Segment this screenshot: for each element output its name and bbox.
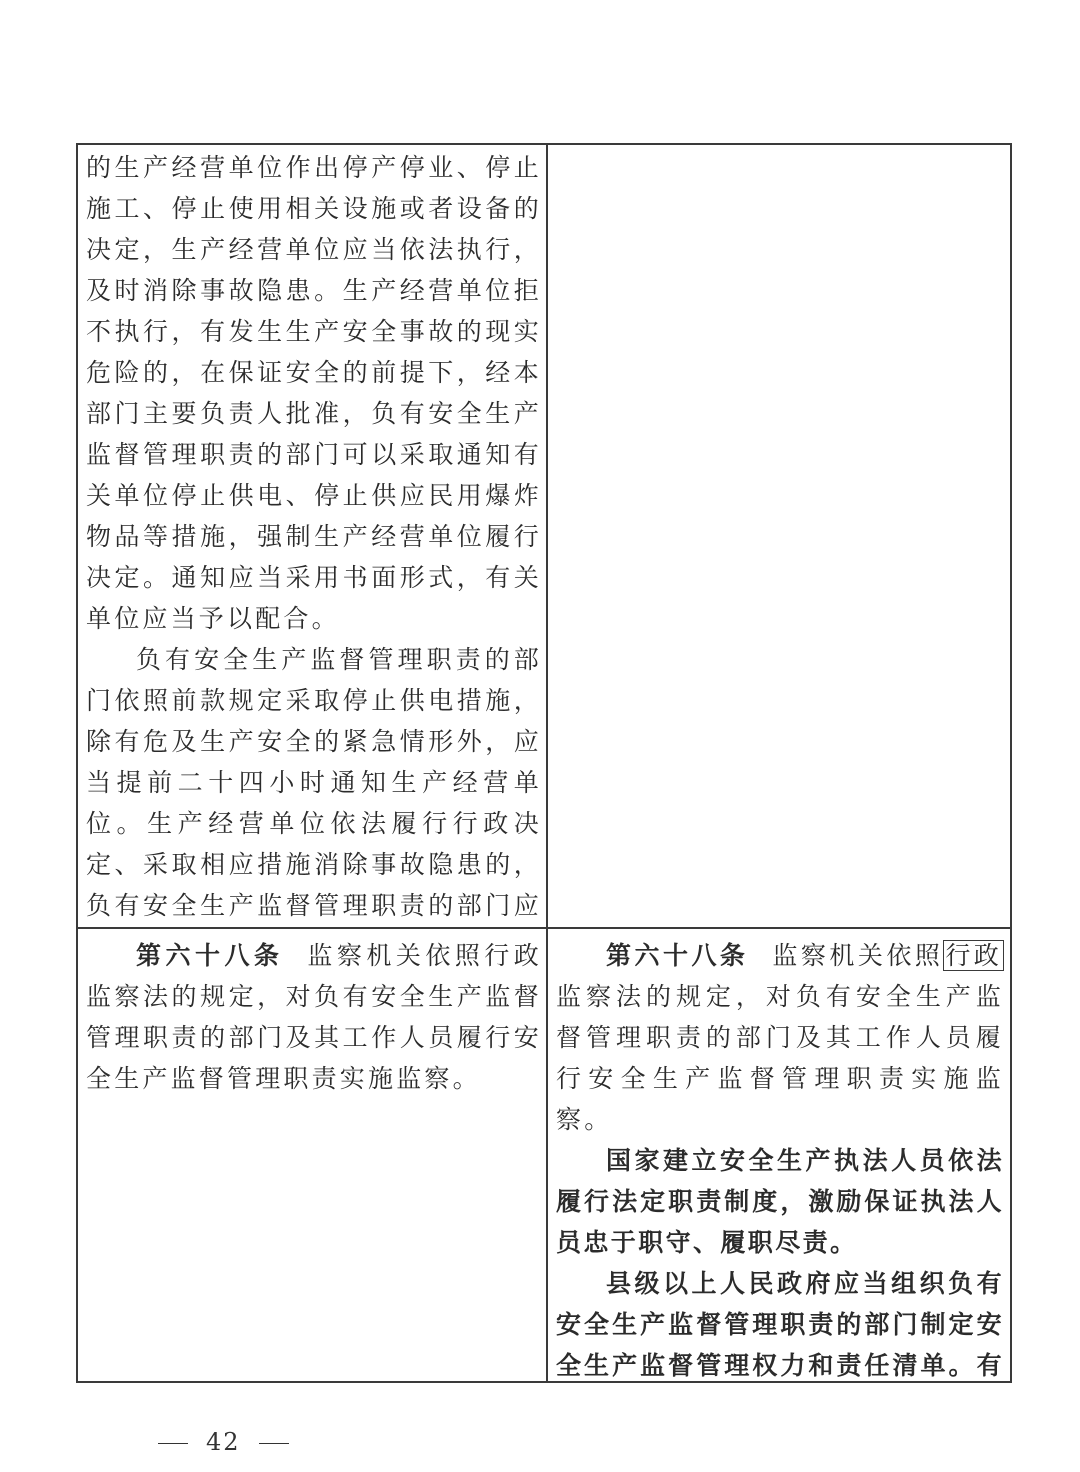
table-row-divider xyxy=(76,927,1012,929)
article-68-old xyxy=(86,935,542,1099)
table-column-divider xyxy=(546,143,548,1383)
page-number xyxy=(140,1428,307,1456)
article-text-after: 监察法的规定，对负有安全生产监督管理职责的部门及其工作人员履行安全生产监督管理职责实施监察。 xyxy=(556,982,1004,1134)
deleted-text-box: 行政 xyxy=(945,941,1002,970)
added-paragraph-enforcement: 国家建立安全生产执法人员依法履行法定职责制度，激励保证执法人员忠于职守、履职尽责。 xyxy=(556,1146,1004,1257)
article-number: 第六十八条 xyxy=(606,941,749,970)
paragraph-continuation: 的生产经营单位作出停产停业、停止施工、停止使用相关设施或者设备的决定，生产经营单位应当依法执行，及时消除事故隐患。生产经营单位拒不执行，有发生生产安全事故的现实危险的，在保证安全的前提下，经本部门主要负责人批准，负有安全生产监督管理职责的部门可以采取通知有关单位停止供电、停止供应民用爆炸物品等措施，强制生产经营单位履行决定。通知应当采用书面形式，有关单位应当予以配合。 xyxy=(86,153,542,633)
article-text: 监察机关依照行政监察法的规定，对负有安全生产监督管理职责的部门及其工作人员履行安全生产监督管理职责实施监察。 xyxy=(86,941,542,1093)
article-text-before: 监察机关依照 xyxy=(772,941,944,970)
page-number-value: 42 xyxy=(206,1428,241,1456)
cell-bottom-right xyxy=(556,935,1004,1379)
article-number: 第六十八条 xyxy=(136,941,284,970)
page-dash-left xyxy=(158,1443,188,1445)
page-dash-right xyxy=(259,1443,289,1445)
added-paragraph-responsibility-list: 县级以上人民政府应当组织负有安全生产监督管理职责的部门制定安全生产监督管理权力和责任清单。有 xyxy=(556,1269,1004,1379)
cell-bottom-left xyxy=(86,935,542,1375)
cell-top-left xyxy=(86,147,542,925)
article-68-new xyxy=(556,935,1004,1140)
paragraph-power-cut: 负有安全生产监督管理职责的部门依照前款规定采取停止供电措施，除有危及生产安全的紧急情形外，应当提前二十四小时通知生产经营单位。生产经营单位依法履行行政决定、采取相应措施消除事故隐患的，负有安全生产监督管理职责的部门应 xyxy=(86,645,542,920)
